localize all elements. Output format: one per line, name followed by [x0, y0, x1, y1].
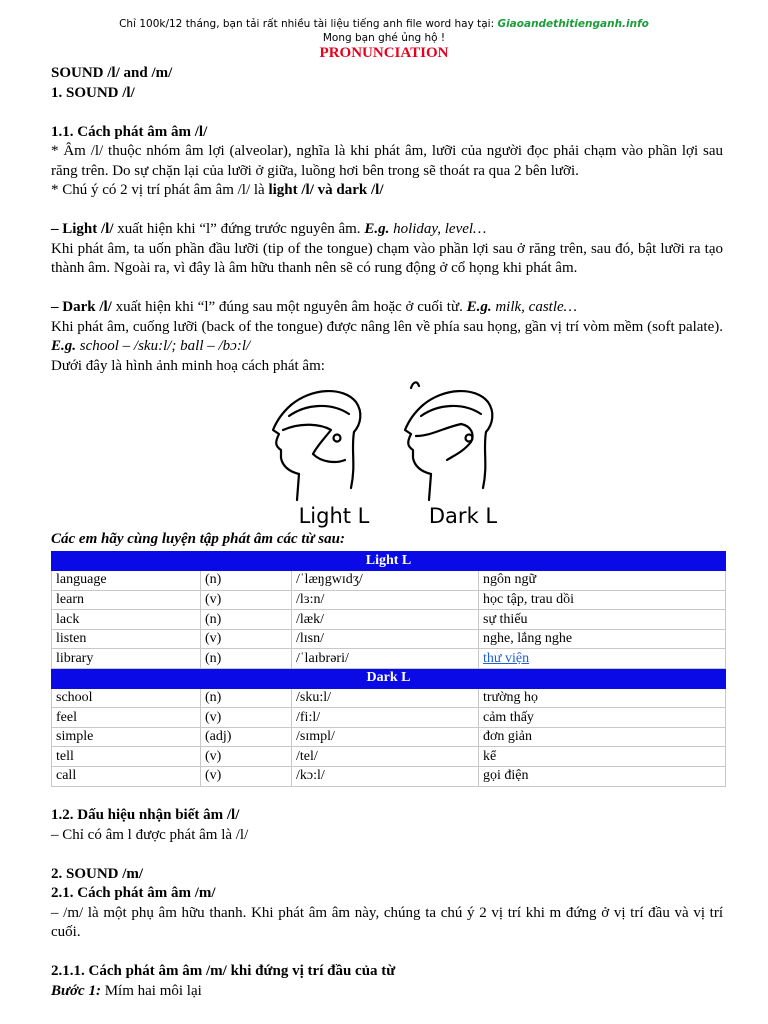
sound-heading: SOUND /l/ and /m/ — [51, 65, 173, 81]
figure-label-light: Light L — [298, 504, 370, 528]
figure-intro: Dưới đây là hình ảnh minh hoạ cách phát âm: — [51, 357, 325, 374]
header-promo-text: Chỉ 100k/12 tháng, bạn tải rất nhiều tài liệu tiếng anh file word hay tại: — [119, 18, 498, 30]
header-note: Mong bạn ghé ủng hộ ! — [322, 32, 446, 44]
dark-l-description: Khi phát âm, cuống lưỡi (back of the tongue) được nâng lên về phía sau họng, gần vị trí vòm mềm (soft palate). E.g. school – /sku:l/; ball – /bɔ:l/ — [51, 318, 723, 354]
light-l-intro: – Light /l/ xuất hiện khi “l” đứng trước nguyên âm. E.g. holiday, level… — [51, 221, 487, 237]
figure-label-dark: Dark L — [428, 504, 498, 528]
header-site-link[interactable]: Giaoandethitienganh.info — [497, 18, 649, 30]
note-paragraph: * Chú ý có 2 vị trí phát âm âm /l/ là light /l/ và dark /l/ — [51, 182, 384, 198]
section-2-1-heading: 2.1. Cách phát âm âm /m/ — [51, 885, 216, 902]
table-row: lack (n) /læk/ sự thiếu — [52, 610, 726, 630]
table-row: listen (v) /lɪsn/ nghe, lắng nghe — [52, 629, 726, 649]
light-l-description: Khi phát âm, ta uốn phần đầu lưỡi (tip of the tongue) chạm vào phần lợi sau ở răng trên, sau đó, bật lưỡi ra tạo thành âm. Ngoài ra, vì đây là âm hữu thanh nên sẽ có rung động ở cổ họng khi phát âm. — [51, 240, 723, 276]
section-2-heading: 2. SOUND /m/ — [51, 865, 144, 882]
step-1: Bước 1: Mím hai môi lại — [51, 982, 202, 999]
table-row: language (n) /ˈlæŋgwɪdʒ/ ngôn ngữ — [52, 571, 726, 591]
section-1-heading: 1. SOUND /l/ — [51, 84, 135, 101]
document-body — [51, 64, 723, 1001]
table-row: simple (adj) /sɪmpl/ đơn giản — [52, 727, 726, 747]
document-title: PRONUNCIATION — [319, 45, 449, 61]
light-l-table-header: Light L — [52, 551, 726, 571]
dark-l-table-header: Dark L — [52, 669, 726, 689]
practice-instruction: Các em hãy cùng luyện tập phát âm các từ sau: — [51, 531, 345, 547]
header-promo — [0, 17, 768, 31]
table-row: school (n) /sku:l/ trường họ — [52, 688, 726, 708]
section-1-1-heading: 1.1. Cách phát âm âm /l/ — [51, 123, 208, 140]
table-row: tell (v) /tel/ kể — [52, 747, 726, 767]
table-row: call (v) /kɔ:l/ gọi điện — [52, 767, 726, 787]
dark-l-intro: – Dark /l/ xuất hiện khi “l” đúng sau một nguyên âm hoặc ở cuối từ. E.g. milk, castle… — [51, 299, 577, 315]
vocabulary-table — [51, 551, 726, 787]
table-row: library (n) /ˈlaɪbrəri/ thư viện — [52, 649, 726, 669]
library-meaning-link[interactable]: thư viện — [483, 650, 530, 666]
alveolar-paragraph: * Âm /l/ thuộc nhóm âm lợi (alveolar), nghĩa là khi phát âm, lưỡi của người đọc phải chạm vào phần lợi sau răng trên. Do sự chặn lại của lưỡi ở giữa, luồng hơi bên trong sẽ thoát ra qua 2 bên lưỡi. — [51, 143, 723, 179]
section-2-1-1-heading: 2.1.1. Cách phát âm âm /m/ khi đứng vị trí đầu của từ — [51, 963, 396, 980]
tongue-diagram-image — [51, 380, 723, 530]
table-row: feel (v) /fi:l/ cảm thấy — [52, 708, 726, 728]
table-row: learn (v) /lɜ:n/ học tập, trau dồi — [52, 590, 726, 610]
section-1-2-heading: 1.2. Dấu hiệu nhận biết âm /l/ — [51, 807, 240, 824]
section-1-2-text: – Chỉ có âm l được phát âm là /l/ — [51, 826, 249, 843]
tongue-position-figure — [51, 380, 723, 530]
section-2-1-text: – /m/ là một phụ âm hữu thanh. Khi phát âm âm này, chúng ta chú ý 2 vị trí khi m đứng ở vị trí đầu và vị trí cuối. — [51, 904, 723, 941]
